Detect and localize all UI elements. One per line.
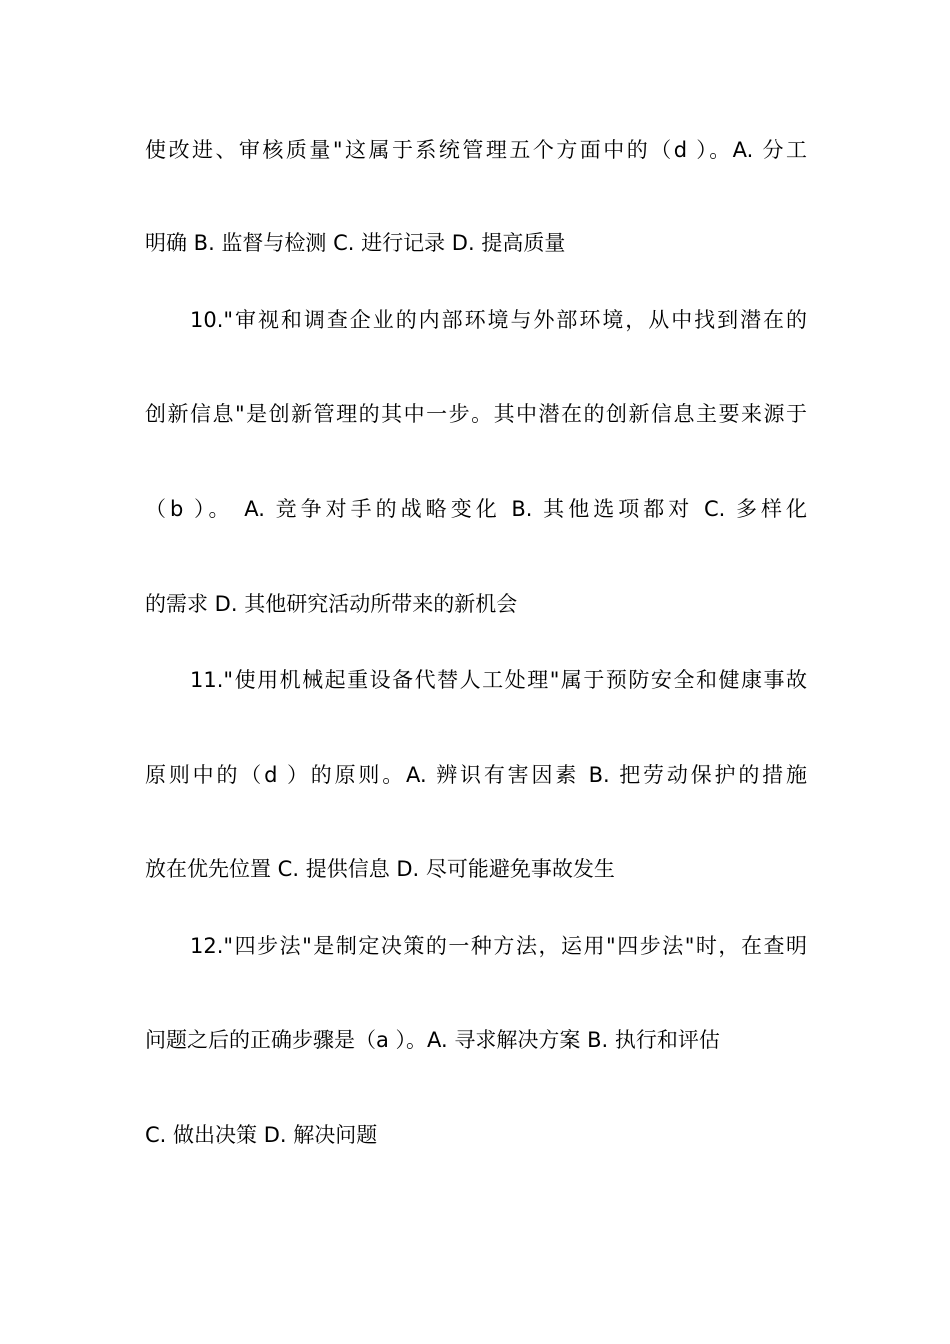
text-line-q12-1: 12."四步法"是制定决策的一种方法，运用"四步法"时，在查明 — [190, 934, 807, 958]
text-line-q11-2: 原则中的（d ）的原则。A. 辨识有害因素 B. 把劳动保护的措施 — [145, 763, 807, 787]
text-line-q12-3: C. 做出决策 D. 解决问题 — [145, 1123, 378, 1147]
text-line-q10-4: 的需求 D. 其他研究活动所带来的新机会 — [145, 592, 518, 616]
text-line-q11-3: 放在优先位置 C. 提供信息 D. 尽可能避免事故发生 — [145, 857, 615, 881]
text-line-q11-1: 11."使用机械起重设备代替人工处理"属于预防安全和健康事故 — [190, 668, 807, 692]
text-line-q12-2: 问题之后的正确步骤是（a ）。A. 寻求解决方案 B. 执行和评估 — [145, 1028, 720, 1052]
text-line-q10-2: 创新信息"是创新管理的其中一步。其中潜在的创新信息主要来源于 — [145, 402, 807, 426]
text-line-q9-cont-1: 使改进、审核质量"这属于系统管理五个方面中的（d ）。A. 分工 — [145, 138, 807, 162]
text-line-q9-cont-2: 明确 B. 监督与检测 C. 进行记录 D. 提高质量 — [145, 231, 566, 255]
text-line-q10-3: （b ）。 A. 竞争对手的战略变化 B. 其他选项都对 C. 多样化 — [145, 497, 807, 521]
text-line-q10-1: 10."审视和调查企业的内部环境与外部环境，从中找到潜在的 — [190, 308, 807, 332]
